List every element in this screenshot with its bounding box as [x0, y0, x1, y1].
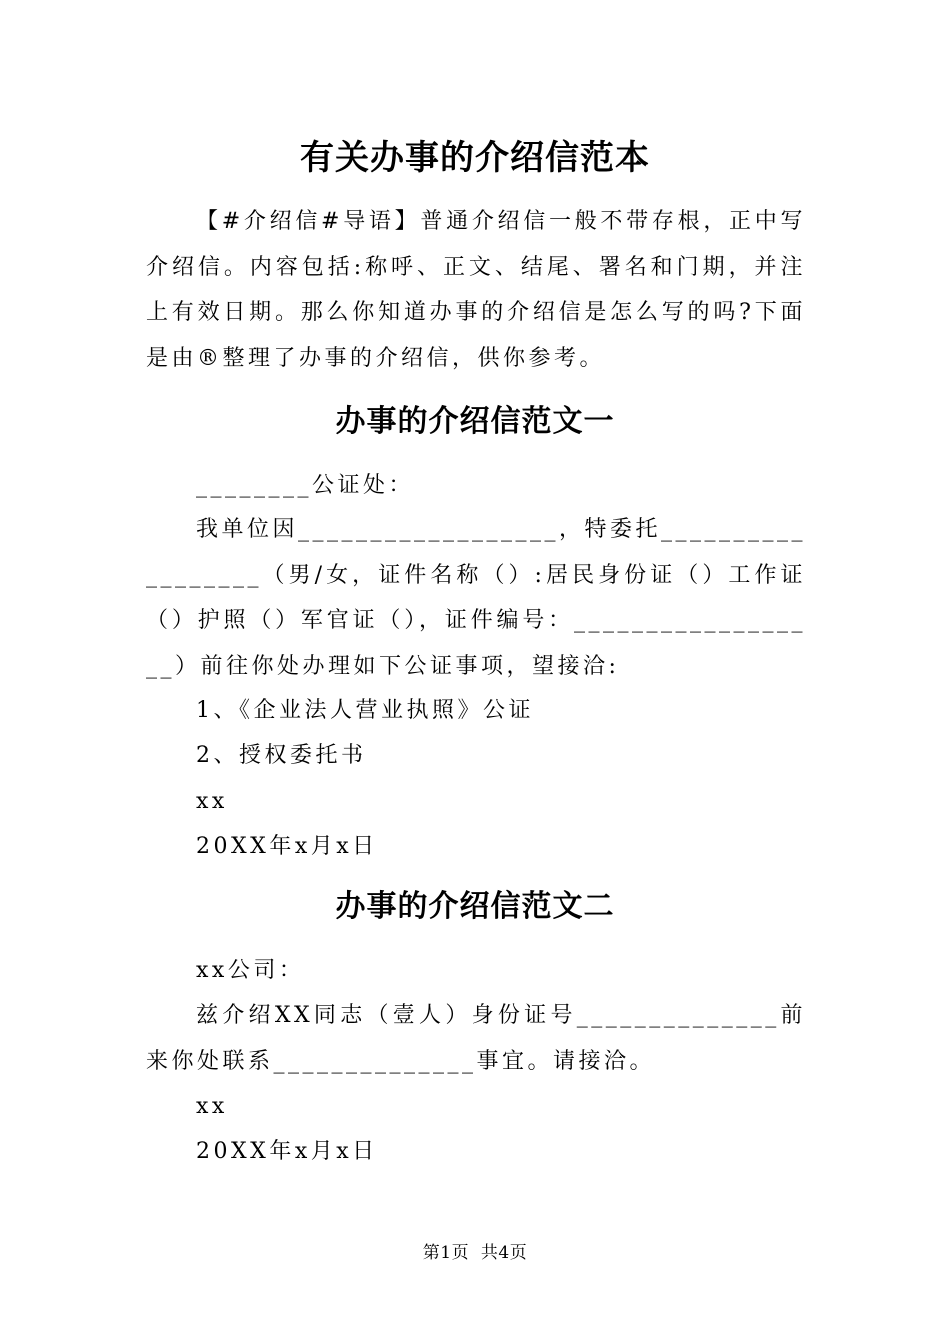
document-title: 有关办事的介绍信范本 [300, 138, 650, 178]
sample2-heading: 办事的介绍信范文二 [335, 889, 615, 924]
page-number: 第1页 [422, 1243, 470, 1263]
page-total: 共4页 [480, 1243, 528, 1263]
sample1-salutation: ________公证处： [196, 473, 415, 498]
sample2-body: 兹介绍XX同志（壹人）身份证号______________前来你处联系______________事宜。请接洽。 [146, 1003, 806, 1074]
sample1-body: 我单位因__________________，特委托__________________（男/女，证件名称（）:居民身份证（）工作证（）护照（）军官证（），证件编号：__________________）前往你处办理如下公证事项，望接洽: [146, 517, 807, 679]
intro-paragraph: 【#介绍信#导语】普通介绍信一般不带存根，正中写介绍信。内容包括:称呼、正文、结尾、署名和门期，并注上有效日期。那么你知道办事的介绍信是怎么写的吗?下面是由®整理了办事的介绍信，供你参考。 [146, 209, 806, 371]
sample1-signature: xx [196, 789, 228, 814]
sample2-salutation: xx公司： [196, 958, 305, 983]
sample1-date: 20XX年x月x日 [196, 834, 378, 859]
sample2-date: 20XX年x月x日 [196, 1139, 378, 1164]
sample1-item-2: 2、授权委托书 [196, 743, 367, 768]
sample2-signature: xx [196, 1094, 228, 1119]
sample1-item-1: 1、《企业法人营业执照》公证 [196, 698, 534, 723]
sample1-heading: 办事的介绍信范文一 [335, 404, 615, 439]
page-footer [0, 1241, 950, 1265]
